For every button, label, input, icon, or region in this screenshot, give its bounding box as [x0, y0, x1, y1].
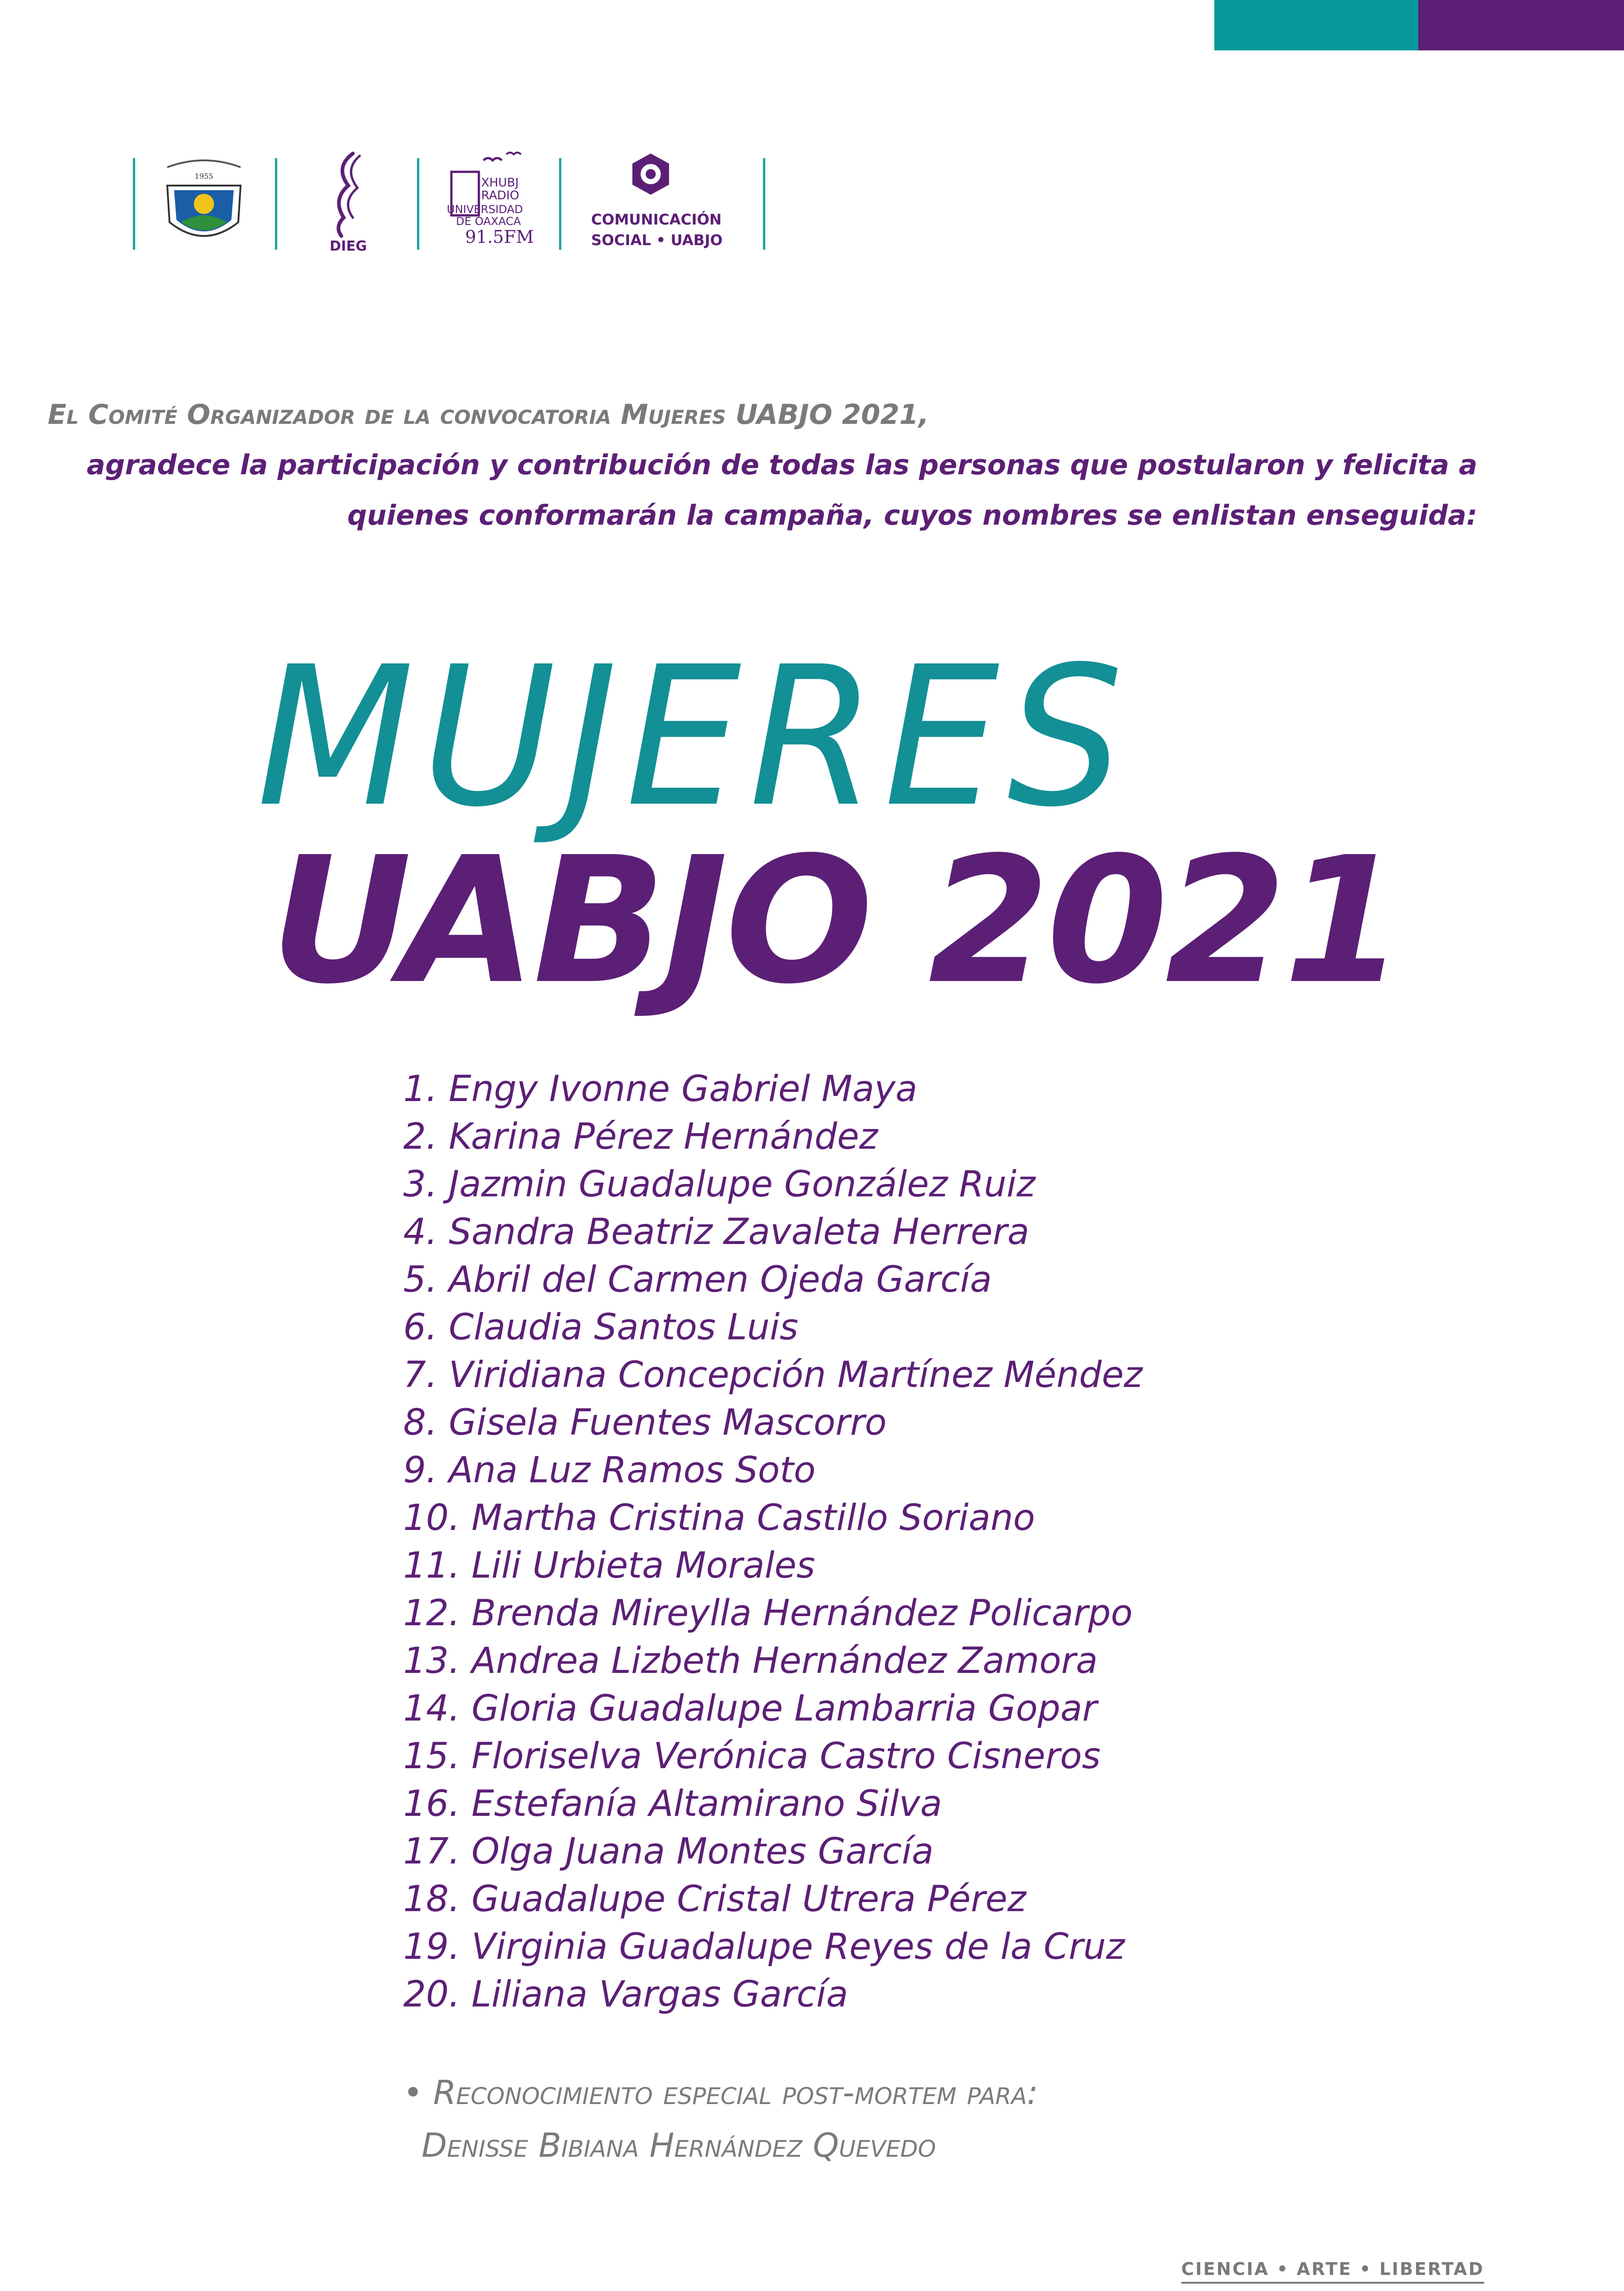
- intro-paragraph: [48, 389, 1477, 541]
- list-item: 16. Estefanía Altamirano Silva: [403, 1783, 942, 1825]
- logo-row: [133, 149, 774, 254]
- names-list: [403, 1065, 1142, 2018]
- list-item: 14. Gloria Guadalupe Lambarria Gopar: [403, 1688, 1097, 1729]
- radio-universidad-logo: [438, 149, 552, 254]
- logo-divider: [275, 158, 277, 250]
- list-item: 7. Viridiana Concepción Martínez Méndez: [403, 1354, 1143, 1396]
- list-item: 1. Engy Ivonne Gabriel Maya: [403, 1069, 917, 1110]
- svg-text:1955: 1955: [194, 172, 214, 181]
- top-accent-bar-teal: [1214, 0, 1418, 50]
- list-item: 19. Virginia Guadalupe Reyes de la Cruz: [403, 1926, 1125, 1968]
- list-item: 13. Andrea Lizbeth Hernández Zamora: [403, 1640, 1098, 1682]
- svg-text:91.5FM: 91.5FM: [465, 227, 534, 247]
- special-recognition: [403, 2066, 1038, 2172]
- svg-text:COMUNICACIÓN: COMUNICACIÓN: [591, 211, 722, 228]
- list-item: 12. Brenda Mireylla Hernández Policarpo: [403, 1593, 1133, 1634]
- comunicacion-social-logo: [587, 149, 729, 254]
- intro-line-2: agradece la participación y contribución de todas las personas que postularon y felicita a: [87, 449, 1477, 481]
- svg-text:XHUBJ: XHUBJ: [481, 176, 519, 190]
- top-accent-bar-purple: [1418, 0, 1624, 50]
- title-uabjo-2021: UABJO 2021: [270, 819, 1402, 1022]
- list-item: 2. Karina Pérez Hernández: [403, 1116, 878, 1157]
- logo-divider: [559, 158, 561, 250]
- list-item: 10. Martha Cristina Castillo Soriano: [403, 1497, 1035, 1539]
- title-mujeres: MUJERES: [257, 625, 1131, 850]
- intro-line-3: quienes conformarán la campaña, cuyos nombres se enlistan enseguida:: [347, 499, 1477, 532]
- list-item: 3. Jazmin Guadalupe González Ruiz: [403, 1164, 1036, 1205]
- special-recognition-label: • Reconocimiento especial post-mortem para:: [403, 2073, 1038, 2112]
- svg-text:SOCIAL • UABJO: SOCIAL • UABJO: [591, 231, 723, 249]
- intro-line-1: El Comité Organizador de la convocatoria Mujeres UABJO 2021,: [48, 399, 929, 431]
- list-item: 8. Gisela Fuentes Mascorro: [403, 1402, 887, 1443]
- logo-divider: [417, 158, 419, 250]
- list-item: 9. Ana Luz Ramos Soto: [403, 1450, 816, 1491]
- footer-motto: CIENCIA • ARTE • LIBERTAD: [1181, 2259, 1484, 2284]
- svg-text:RADIO: RADIO: [481, 189, 519, 203]
- list-item: 4. Sandra Beatriz Zavaleta Herrera: [403, 1211, 1030, 1253]
- list-item: 20. Liliana Vargas García: [403, 1974, 848, 2015]
- logo-divider: [133, 158, 135, 250]
- dieg-profile-logo: [316, 149, 380, 254]
- special-recognition-name: Denisse Bibiana Hernández Quevedo: [422, 2126, 936, 2165]
- list-item: 17. Olga Juana Montes García: [403, 1831, 934, 1872]
- svg-text:UNIVERSIDAD: UNIVERSIDAD: [447, 203, 523, 216]
- list-item: 18. Guadalupe Cristal Utrera Pérez: [403, 1879, 1026, 1920]
- dieg-logo-text: DIEG: [329, 238, 367, 254]
- list-item: 5. Abril del Carmen Ojeda García: [403, 1259, 992, 1300]
- university-seal-logo: [154, 153, 254, 254]
- logo-divider: [763, 158, 765, 250]
- list-item: 11. Lili Urbieta Morales: [403, 1545, 815, 1586]
- list-item: 6. Claudia Santos Luis: [403, 1307, 799, 1348]
- list-item: 15. Floriselva Verónica Castro Cisneros: [403, 1736, 1101, 1777]
- svg-text:DE OAXACA: DE OAXACA: [456, 215, 521, 228]
